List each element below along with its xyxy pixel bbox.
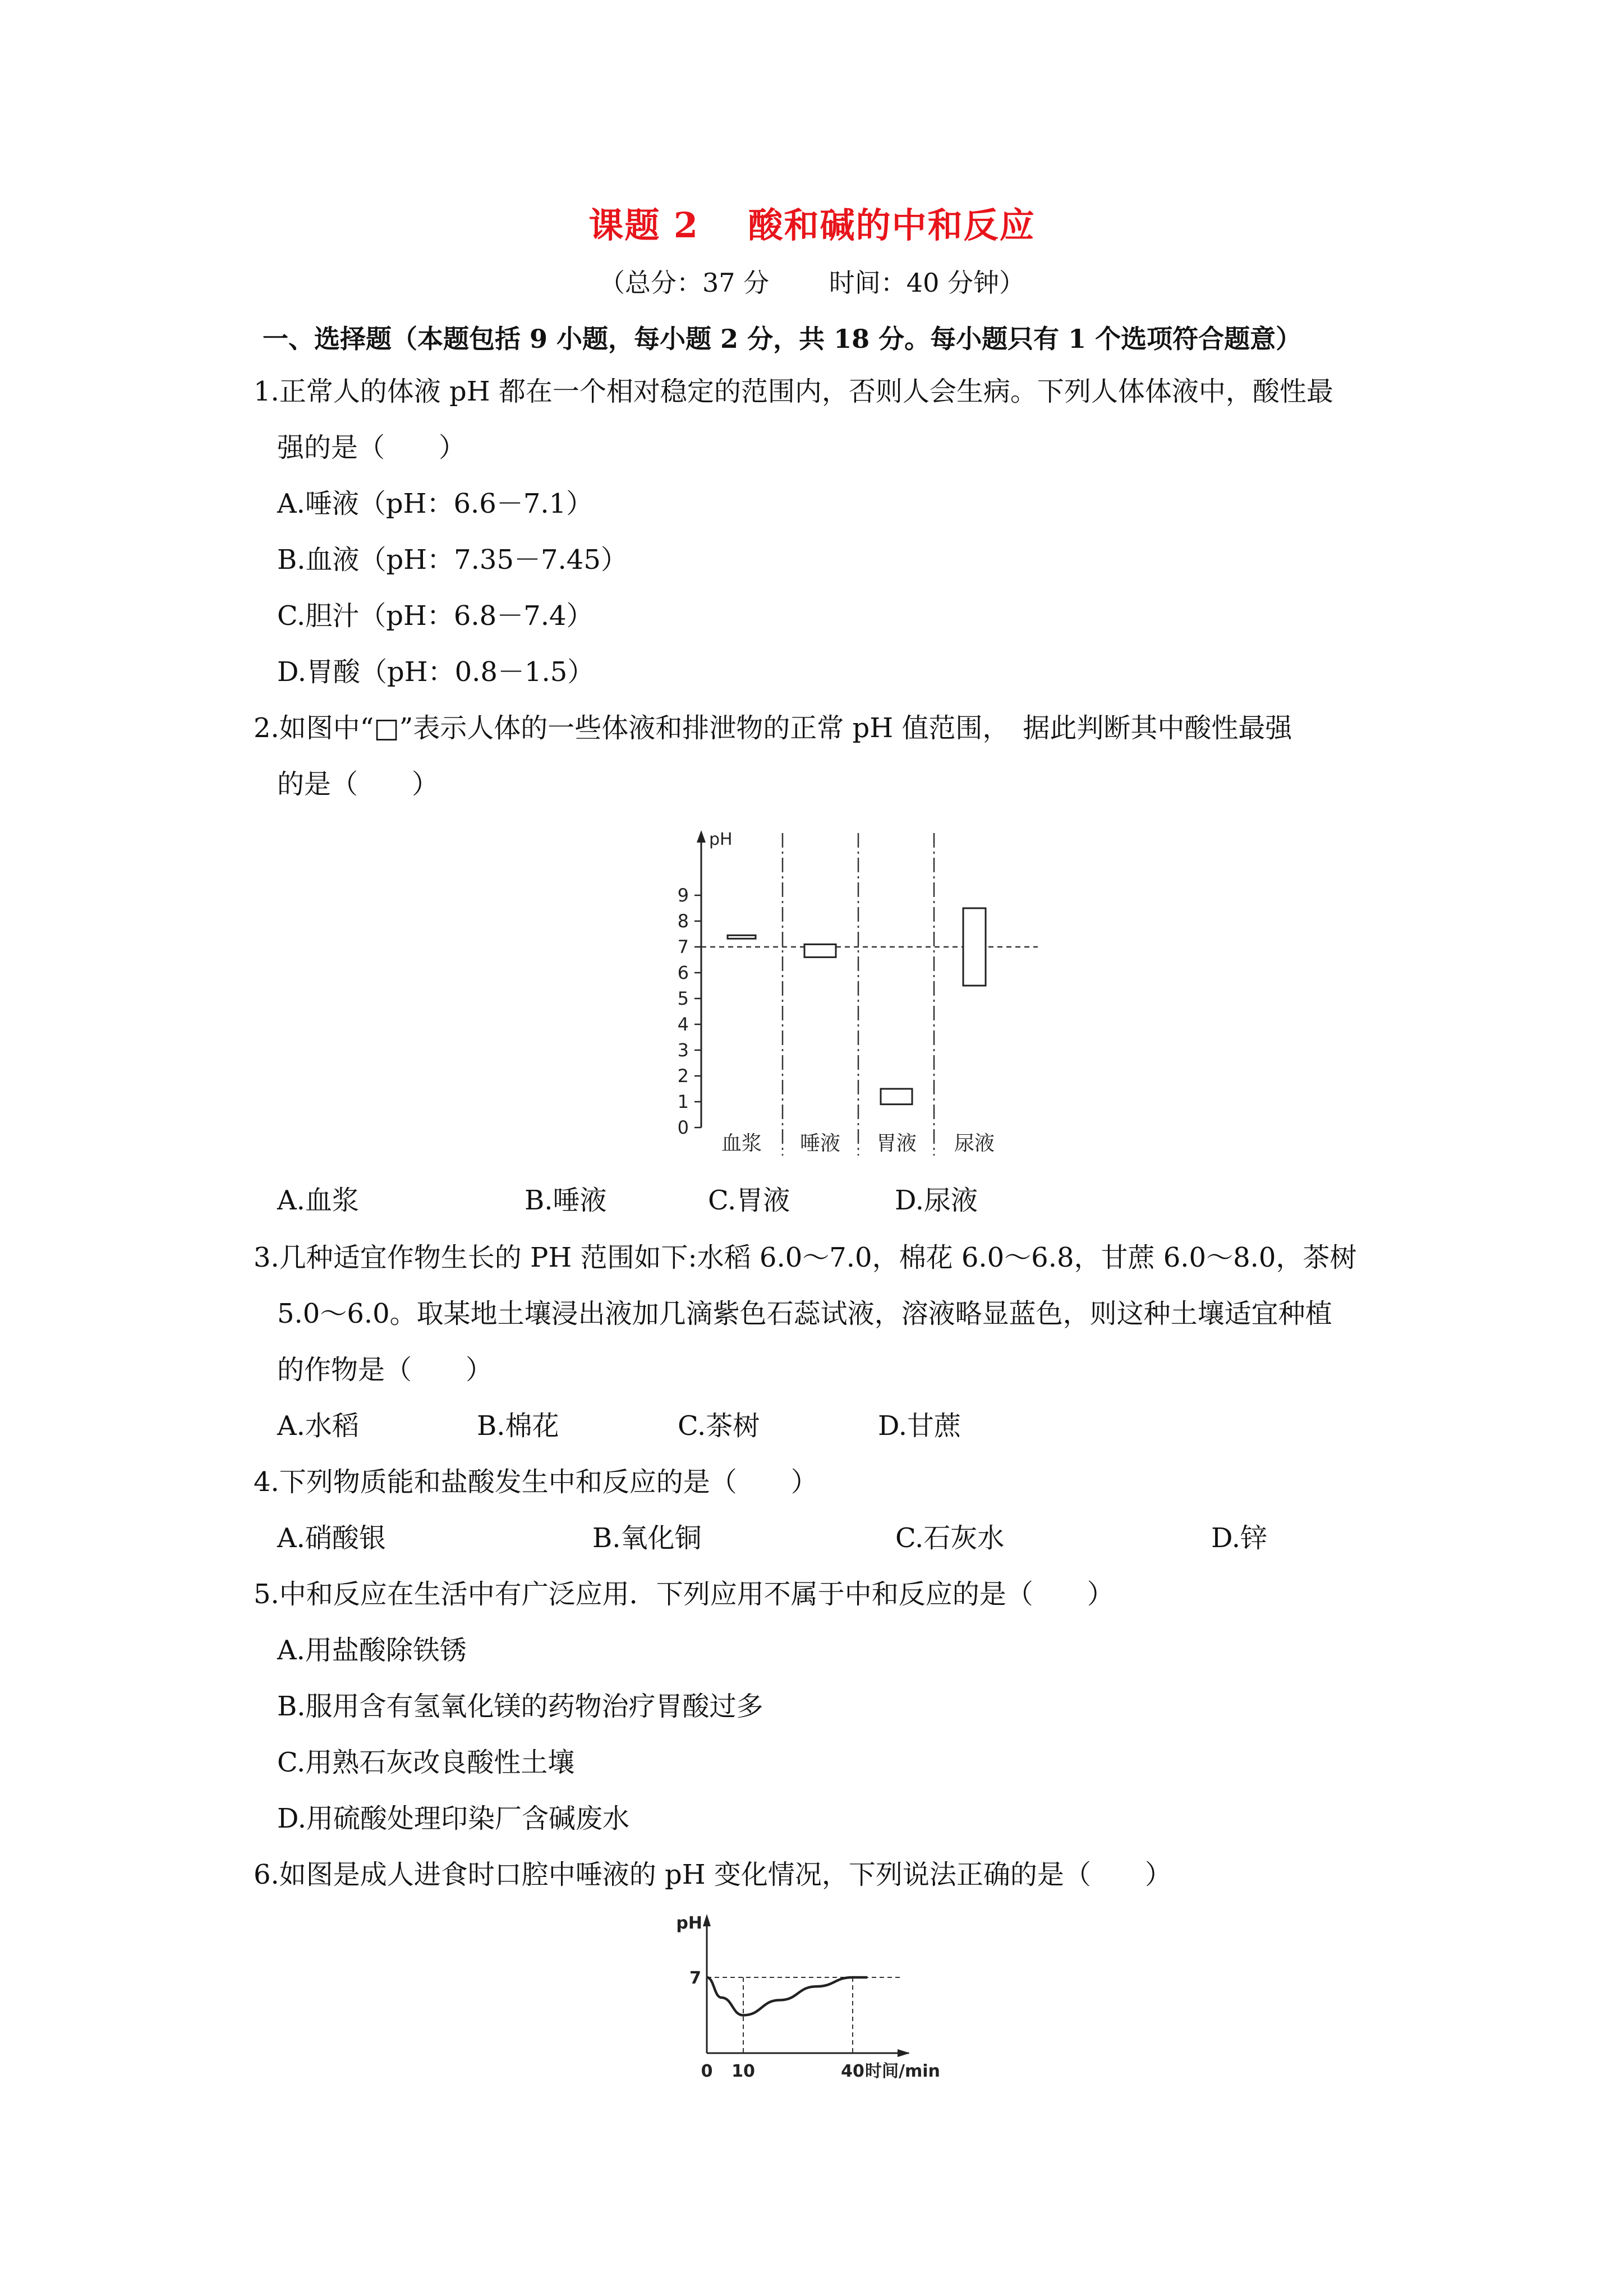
x-axis-label: 时间/min xyxy=(865,2062,940,2081)
question-3-option-b: B.棉花 xyxy=(477,1410,559,1442)
y-tick-label: 7 xyxy=(689,1968,701,1988)
section-heading: 一、选择题（本题包括 9 小题，每小题 2 分，共 18 分。每小题只有 1 个选项符合题意） xyxy=(263,324,1302,354)
question-2-line-1: 2.如图中“□”表示人体的一些体液和排泄物的正常 pH 值范围， 据此判断其中酸性最强 xyxy=(254,712,1292,744)
question-2-option-b: B.唾液 xyxy=(525,1185,607,1216)
category-label: 胃液 xyxy=(876,1132,917,1155)
page-title: 课题 2 酸和碱的中和反应 xyxy=(588,205,1036,246)
page-subtitle: （总分：37 分 时间：40 分钟） xyxy=(599,268,1025,298)
saliva-ph-chart-axes xyxy=(676,1913,910,2057)
x-axis-arrow xyxy=(898,2049,910,2057)
x-tick-label: 40 xyxy=(841,2062,864,2081)
y-axis-label: pH xyxy=(709,830,733,849)
range-box xyxy=(963,908,986,986)
y-tick-label: 5 xyxy=(677,988,689,1009)
question-5-line-1: 5.中和反应在生活中有广泛应用．下列应用不属于中和反应的是（ ） xyxy=(254,1579,1114,1610)
question-3-line-3: 的作物是（ ） xyxy=(277,1354,493,1386)
saliva-ph-chart xyxy=(662,1907,965,2092)
y-tick-label: 3 xyxy=(677,1039,689,1061)
question-4-line-1: 4.下列物质能和盐酸发生中和反应的是（ ） xyxy=(254,1466,818,1498)
question-4-option-d: D.锌 xyxy=(1211,1522,1268,1554)
y-axis-arrow xyxy=(697,830,706,843)
question-1-option-b: B.血液（pH：7.35－7.45） xyxy=(277,544,628,576)
ph-range-chart-ticks xyxy=(678,885,701,1138)
question-1-option-d: D.胃酸（pH：0.8－1.5） xyxy=(277,656,595,688)
question-4-option-a: A.硝酸银 xyxy=(277,1522,386,1554)
ph-curve xyxy=(707,1977,867,2016)
y-axis-label: pH xyxy=(676,1913,702,1933)
question-3-line-1: 3.几种适宜作物生长的 PH 范围如下:水稻 6.0～7.0，棉花 6.0～6.8，甘蔗 6.0～8.0，茶树 xyxy=(254,1242,1357,1273)
y-tick-label: 0 xyxy=(677,1117,689,1138)
question-5-option-d: D.用硫酸处理印染厂含碱废水 xyxy=(277,1803,630,1834)
question-5-option-b: B.服用含有氢氧化镁的药物治疗胃酸过多 xyxy=(277,1691,763,1722)
y-axis-arrow xyxy=(703,1914,711,1926)
question-4-option-c: C.石灰水 xyxy=(895,1522,1005,1554)
ph-range-chart xyxy=(645,813,1049,1172)
category-label: 唾液 xyxy=(799,1132,841,1155)
question-1-line-1: 1.正常人的体液 pH 都在一个相对稳定的范围内，否则人会生病。下列人体体液中，酸性最 xyxy=(254,376,1333,407)
question-5-option-c: C.用熟石灰改良酸性土壤 xyxy=(277,1747,575,1778)
question-3-option-d: D.甘蔗 xyxy=(878,1410,961,1442)
question-2-option-d: D.尿液 xyxy=(895,1185,978,1216)
question-3-option-c: C.茶树 xyxy=(678,1410,760,1442)
y-tick-label: 9 xyxy=(677,885,689,906)
question-6-line-1: 6.如图是成人进食时口腔中唾液的 pH 变化情况，下列说法正确的是（ ） xyxy=(254,1859,1172,1890)
question-5-option-a: A.用盐酸除铁锈 xyxy=(277,1635,467,1666)
range-box xyxy=(804,944,836,957)
ph-range-chart-axes xyxy=(697,830,1038,1156)
question-1-option-c: C.胆汁（pH：6.8－7.4） xyxy=(277,600,594,632)
y-tick-label: 8 xyxy=(677,910,689,932)
question-3-option-a: A.水稻 xyxy=(277,1410,359,1442)
y-tick-label: 1 xyxy=(677,1091,689,1112)
range-box xyxy=(881,1089,912,1105)
x-tick-label: 0 xyxy=(701,2062,713,2081)
question-4-option-b: B.氧化铜 xyxy=(592,1522,702,1554)
y-tick-label: 7 xyxy=(677,936,689,958)
y-tick-label: 6 xyxy=(677,962,689,983)
question-2-option-c: C.胃液 xyxy=(708,1185,790,1216)
range-box xyxy=(728,935,756,938)
question-3-line-2: 5.0～6.0。取某地土壤浸出液加几滴紫色石蕊试液，溶液略显蓝色，则这种土壤适宜种植 xyxy=(277,1298,1332,1329)
category-label: 尿液 xyxy=(954,1132,995,1155)
x-tick-label: 10 xyxy=(732,2062,755,2081)
ph-range-chart-bars xyxy=(728,908,986,1105)
question-2-option-a: A.血浆 xyxy=(277,1185,359,1216)
question-1-option-a: A.唾液（pH：6.6－7.1） xyxy=(277,488,594,519)
y-tick-label: 2 xyxy=(677,1065,689,1087)
category-label: 血浆 xyxy=(721,1132,762,1155)
question-2-line-2: 的是（ ） xyxy=(277,769,439,800)
y-tick-label: 4 xyxy=(677,1014,689,1035)
saliva-ph-chart-curve xyxy=(707,1977,867,2016)
question-1-line-2: 强的是（ ） xyxy=(277,432,466,463)
